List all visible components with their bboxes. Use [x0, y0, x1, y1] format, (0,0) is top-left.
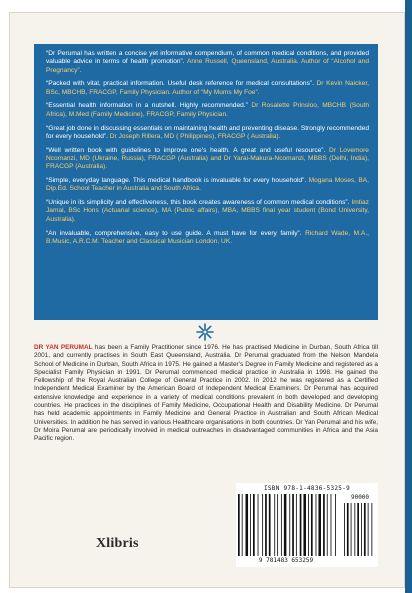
- review-item: [46, 80, 369, 97]
- author-bio-text: has been a Family Practitioner since 1976. He has practised Medicine in Durban, South Africa till 2001, and currently practises in South East Queensland, Australia. Dr Perumal graduated from the Nelson Mandela School of Medicine in Durban, South Africa in 1975. He gained a Master’s Degree in Family Medicine and registered as a Specialist Family Physician in 1991. Dr Perumal commenced medical practice in Australia in 1998. He gained the Fellowship of the Royal Australian College of General Practice in 2002. In 2012 he was registered as a Certified Independent Medical Examiner by the American Board of Independent Medical Examiners. Dr Perumal has acquired extensive knowledge and experience in a variety of medical conditions prevalent in both developed and developing countries. He practices in the disciplines of Family Medicine, Occupational Health and Disability Medicine. Dr Perumal has held academic appointments in Family Medicine and General Practice in Australian and South African Medical Universities. In addition he has served in various Healthcare organisations in both countries. Dr Yan Perumal and his wife, Dr Moira Perumal are periodically involved in medical outreaches in disadvantaged communities in Africa and the Asia Pacific region.: [34, 344, 379, 443]
- review-item: [46, 199, 369, 224]
- review-credit: Anne Russell, Queensland, Australia. Author of “Alcohol and Pregnancy”.: [46, 58, 369, 74]
- review-quote: “Great job done in discussing essentials on maintaining health and preventing disease. Strongly recommended for every household”.: [46, 124, 369, 140]
- review-quote: “Unique in its simplicity and effectiveness, this book creates awareness of common medical conditions”.: [46, 199, 350, 207]
- review-item: [46, 50, 369, 75]
- review-item: [46, 147, 369, 172]
- barcode-addon-number: 90000: [350, 494, 370, 501]
- review-credit: Mogana Moses, BA, Dip.Ed. School Teacher in Australia and South Africa.: [46, 177, 369, 193]
- back-cover: [9, 12, 405, 588]
- review-credit: Imtiaz Jamal, BSc Hons (Actuarial science), MA (Public affairs), MBA, MBBS final year student (Bond University, Australia).: [46, 199, 369, 223]
- barcode-icon: [236, 494, 378, 556]
- review-credit: Dr Kevin Naicker, BSc, MBCHB, FRACGP, Family Physician. Author of “My Mums My Foe”.: [46, 80, 369, 96]
- review-item: [46, 177, 369, 194]
- review-quote: “An invaluable, comprehensive, easy to use guide. A must have for every family”.: [46, 229, 302, 237]
- author-bio: [34, 344, 378, 444]
- review-credit: Dr Lovemore Ncomanzi, MD (Ukraine, Russia), FRACGP (Australia) and Dr Yarai-Makura-Ncomanzi, MBBS (Delhi, India), FRACGP (Australia).: [46, 146, 369, 171]
- barcode-number: 9 781483 653259: [258, 557, 314, 564]
- barcode-block: [236, 483, 378, 567]
- review-credit: Richard Wade, M.A., B.Music, A.R.C.M. Teacher and Classical Musician London, UK.: [46, 229, 369, 245]
- isbn-text: ISBN 978-1-4836-5325-9: [263, 485, 351, 492]
- publisher-logo-text: Xlibris: [96, 536, 139, 551]
- review-quote: “Packed with vital, practical information. Useful desk reference for medical consultations”.: [46, 80, 314, 88]
- spine-edge: [405, 0, 412, 593]
- asterisk-flower-icon: [196, 323, 214, 341]
- author-name: DR YAN PERUMAL: [34, 344, 93, 351]
- review-item: [46, 230, 369, 247]
- review-item: [46, 102, 369, 119]
- reviews-box: [34, 44, 378, 320]
- review-quote: “Essential health information in a nutshell. Highly recommended.”: [46, 102, 248, 110]
- review-quote: “Dr Perumal has written a concise yet informative compendium, of common medical conditions, and provided valuable advice in terms of health promotion”.: [46, 50, 369, 66]
- publisher-logo: [96, 536, 139, 552]
- review-credit: Dr Joseph Rillera, MD ( Philippines), FRACGP ( Australia).: [109, 132, 281, 140]
- review-credit: Dr Rosalette Prinsloo, MBCHB (South Africa), M.Med (Family Medicine), FRACGP, Family Physician.: [46, 102, 369, 118]
- review-item: [46, 125, 369, 142]
- review-quote: “Well written book with guidelines to improve one’s health. A great and useful resource”.: [46, 146, 326, 154]
- review-quote: “Simple, everyday language. This medical handbook is invaluable for every household”.: [46, 177, 307, 185]
